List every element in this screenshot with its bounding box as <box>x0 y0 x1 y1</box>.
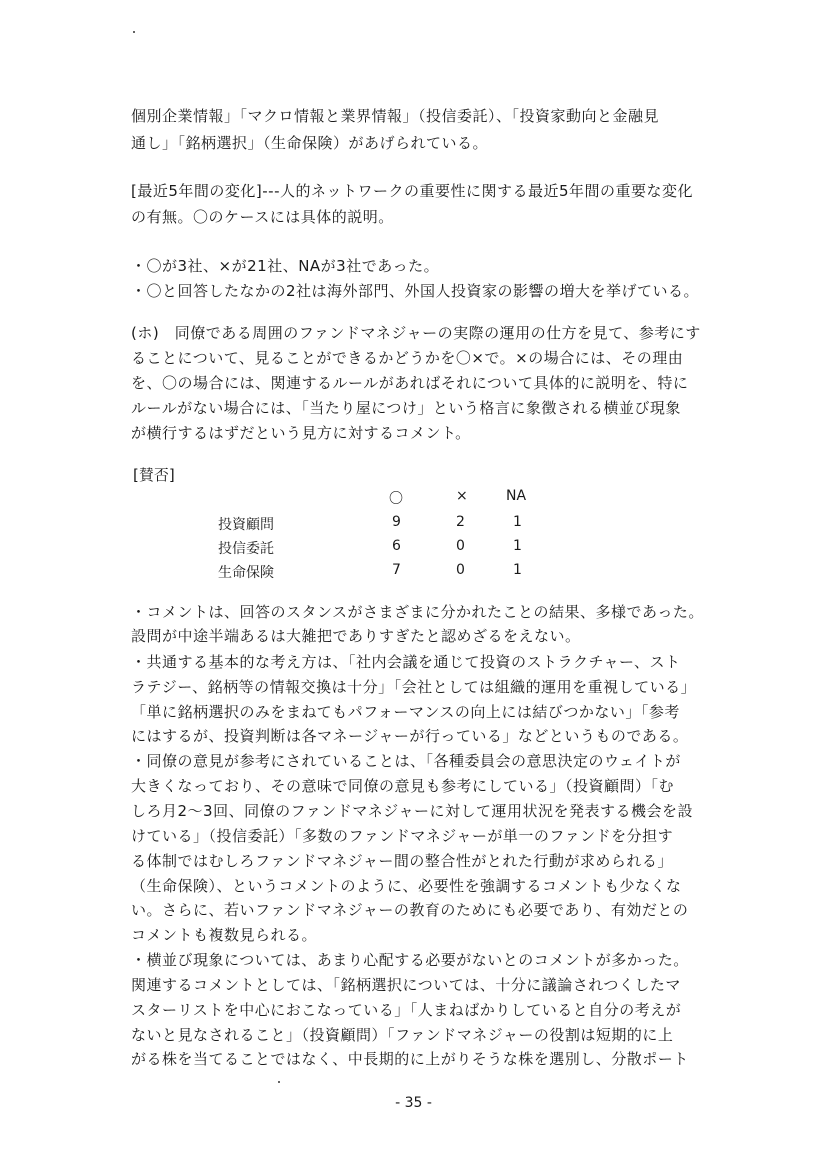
text-line: ルールがない場合には、「当たり屋につけ」という格言に象徴される横並び現象 <box>131 399 681 417</box>
row-value: 1 <box>513 514 522 530</box>
text-line: がる株を当てることではなく、中長期的に上がりそうな株を選別し、分散ポート <box>131 1050 689 1068</box>
text-line: にはするが、投資判断は各マネージャーが行っている」などというものである。 <box>131 727 689 745</box>
column-header-na: NA <box>506 488 527 504</box>
text-line: ないと見なされること」（投資顧問）「ファンドマネジャーの役割は短期的に上 <box>131 1026 674 1044</box>
text-line: 通し」「銘柄選択」（生命保険）があげられている。 <box>131 134 489 152</box>
text-line: ることについて、見ることができるかどうかを〇×で。×の場合には、その理由 <box>131 349 684 367</box>
text-line: の有無。〇のケースには具体的説明。 <box>131 208 394 226</box>
text-line: る体制ではむしろファンドマネジャー間の整合性がとれた行動が求められる」 <box>131 852 673 870</box>
text-line: い。さらに、若いファンドマネジャーの教育のためにも必要であり、有効だとの <box>131 901 689 919</box>
text-line: を、〇の場合には、関連するルールがあればそれについて具体的に説明を、特に <box>131 374 689 392</box>
row-value: 6 <box>392 538 401 554</box>
row-label: 投信委託 <box>218 541 274 557</box>
text-line: [最近5年間の変化]---人的ネットワークの重要性に関する最近5年間の重要な変化 <box>131 182 694 200</box>
text-line: 設問が中途半端あるは大雑把でありすぎたと認めざるをえない。 <box>131 627 581 645</box>
scan-speck <box>133 31 135 33</box>
column-header-cross: × <box>456 488 468 504</box>
text-line: しろ月2〜3回、同僚のファンドマネジャーに対して運用状況を発表する機会を設 <box>131 802 693 820</box>
text-line: （生命保険）、というコメントのように、必要性を強調するコメントも少なくな <box>131 877 682 895</box>
row-value: 1 <box>513 538 522 554</box>
row-value: 0 <box>456 538 465 554</box>
text-line: ・同僚の意見が参考にされていることは、「各種委員会の意思決定のウェイトが <box>131 752 681 770</box>
bullet-item: ・〇が3社、×が21社、NAが3社であった。 <box>131 257 440 275</box>
row-label: 生命保険 <box>218 565 274 581</box>
text-line: ラテジー、銘柄等の情報交換は十分」「会社としては組織的運用を重視している」 <box>131 678 697 696</box>
table-heading: [賛否] <box>133 466 175 484</box>
text-line: ・共通する基本的な考え方は、「社内会議を通じて投資のストラクチャー、スト <box>131 653 681 671</box>
text-line: (ホ) 同僚である周囲のファンドマネジャーの実際の運用の仕方を見て、参考にす <box>131 324 701 342</box>
text-line: 「単に銘柄選択のみをまねてもパフォーマンスの向上には結びつかない」「参考 <box>131 703 680 721</box>
column-header-circle: 〇 <box>389 491 403 507</box>
text-line: 個別企業情報」「マクロ情報と業界情報」（投信委託）、「投資家動向と金融見 <box>131 107 660 125</box>
row-value: 7 <box>392 562 401 578</box>
text-line: コメントも複数見られる。 <box>131 926 318 944</box>
row-value: 0 <box>456 562 465 578</box>
scan-speck <box>278 1081 280 1083</box>
text-line: ・コメントは、回答のスタンスがさまざまに分かれたことの結果、多様であった。 <box>131 603 704 621</box>
text-line: けている」（投信委託）「多数のファンドマネジャーが単一のファンドを分担す <box>131 827 674 845</box>
text-line: スターリストを中心におこなっている」「人まねばかりしていると自分の考えが <box>131 1001 682 1019</box>
row-value: 1 <box>513 562 522 578</box>
text-line: 大きくなっており、その意味で同僚の意見も参考にしている」（投資顧問）「む <box>131 777 675 795</box>
text-line: ・横並び現象については、あまり心配する必要がないとのコメントが多かった。 <box>131 951 689 969</box>
bullet-item: ・〇と回答したなかの2社は海外部門、外国人投資家の影響の増大を挙げている。 <box>131 282 700 300</box>
row-label: 投資顧問 <box>218 517 274 533</box>
text-line: 関連するコメントとしては、「銘柄選択については、十分に議論されつくしたマ <box>131 976 681 994</box>
text-line: が横行するはずだという見方に対するコメント。 <box>131 424 471 442</box>
row-value: 2 <box>456 514 465 530</box>
row-value: 9 <box>392 514 401 530</box>
page-number: - 35 - <box>395 1095 432 1111</box>
